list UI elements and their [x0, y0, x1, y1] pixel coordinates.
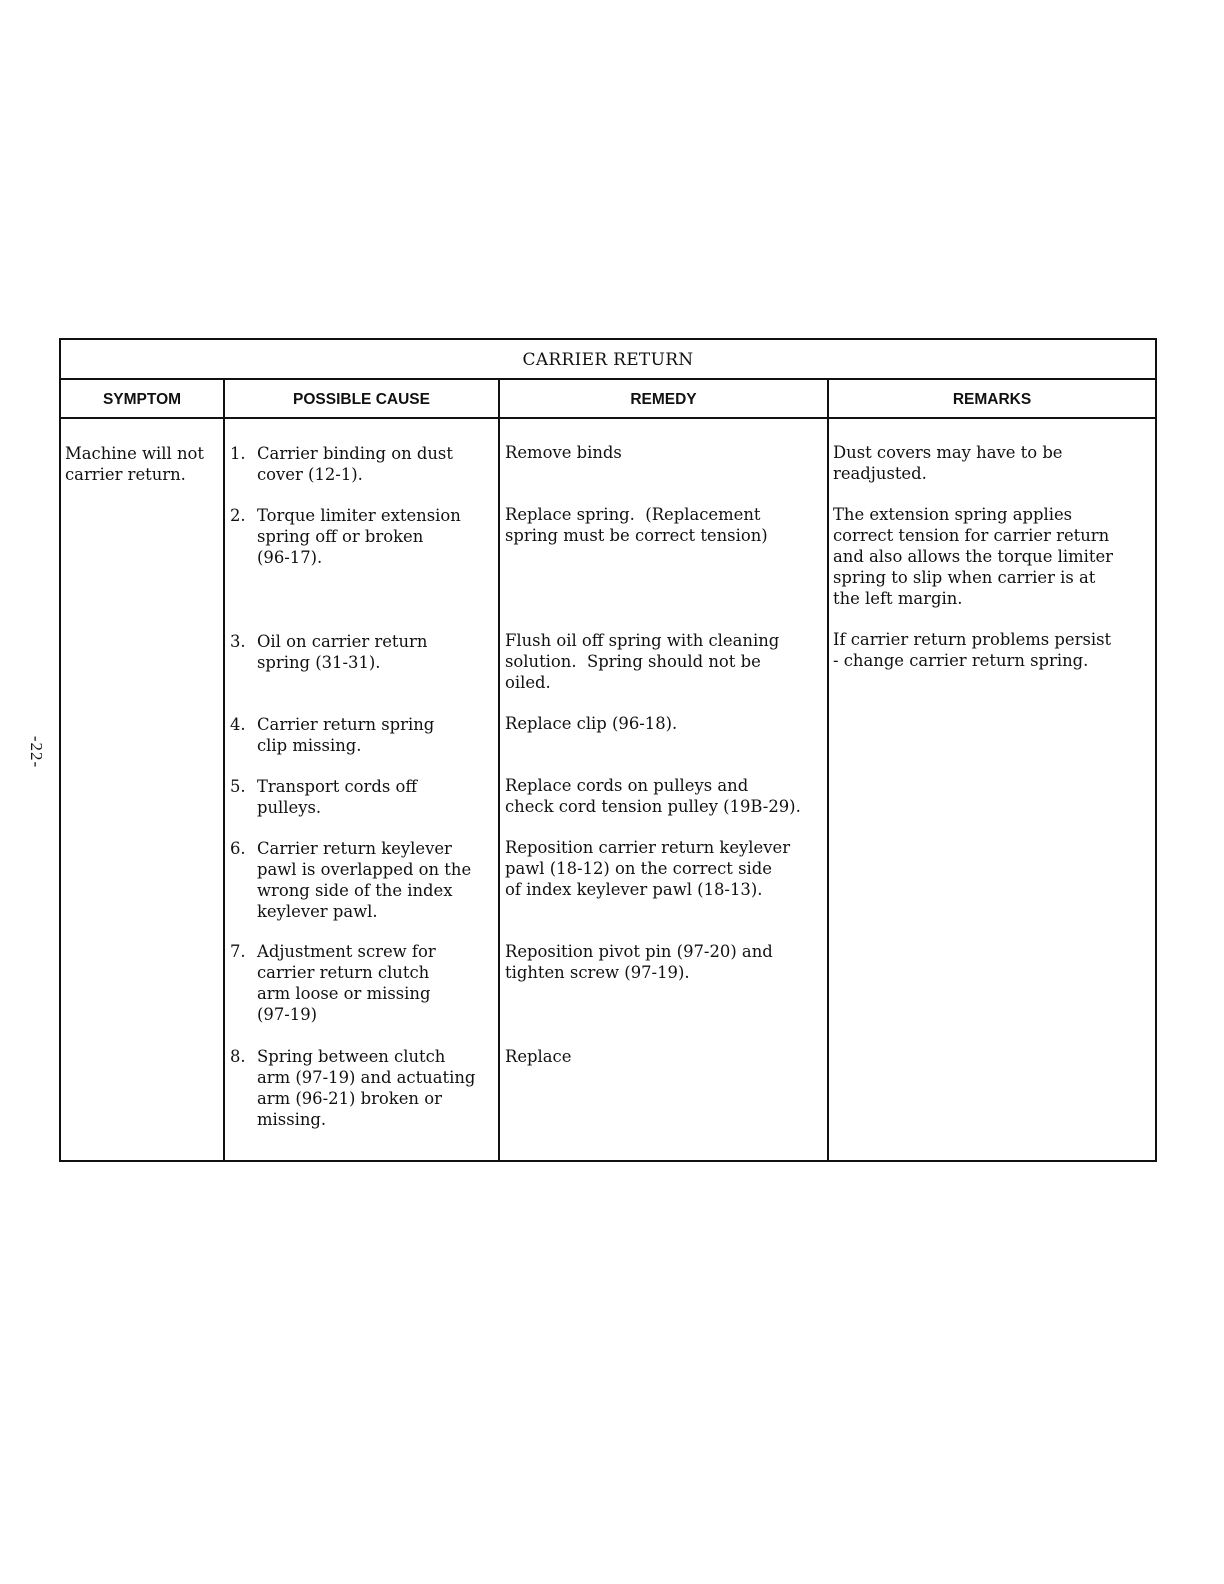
remarks-text: Dust covers may have to be readjusted. — [833, 443, 1063, 483]
page-number: -22- — [27, 735, 47, 769]
symptom-column — [61, 419, 225, 1160]
header-remarks: REMARKS — [952, 391, 1032, 408]
cause-number: 6. — [230, 839, 246, 858]
cause-text: Carrier binding on dust cover (12-1). — [257, 444, 453, 484]
cause-text: Spring between clutch arm (97-19) and actuating arm (96-21) broken or missing. — [257, 1047, 476, 1129]
cause-number: 7. — [230, 942, 246, 961]
cause-text: Torque limiter extension spring off or broken (96-17). — [257, 506, 461, 567]
table-body-row — [61, 419, 1155, 1160]
cause-text: Oil on carrier return spring (31-31). — [257, 632, 428, 672]
cause-number: 2. — [230, 506, 246, 525]
remedy-text: Reposition carrier return keylever pawl (18-12) on the correct side of index keylever pawl (18-13). — [505, 838, 791, 899]
table-header-row — [61, 380, 1155, 419]
cause-number: 3. — [230, 632, 246, 651]
cause-number: 5. — [230, 777, 246, 796]
table-title: CARRIER RETURN — [61, 340, 1155, 380]
cause-text: Carrier return spring clip missing. — [257, 715, 435, 755]
remarks-text: The extension spring applies correct tension for carrier return and also allows the torque limiter spring to slip when carrier is at the left margin. — [833, 505, 1114, 608]
remedy-text: Replace cords on pulleys and check cord tension pulley (19B-29). — [505, 776, 801, 816]
remedy-text: Flush oil off spring with cleaning solution. Spring should not be oiled. — [505, 631, 780, 692]
remarks-text: If carrier return problems persist - change carrier return spring. — [833, 630, 1112, 670]
symptom-text: Machine will not carrier return. — [65, 444, 204, 484]
header-possible-cause: POSSIBLE CAUSE — [225, 380, 500, 417]
remedy-text: Replace clip (96-18). — [505, 714, 678, 733]
remedy-text: Remove binds — [505, 443, 622, 462]
remedy-text: Reposition pivot pin (97-20) and tighten screw (97-19). — [505, 942, 773, 982]
remedy-column — [500, 419, 829, 1160]
cause-column — [225, 419, 500, 1160]
header-remedy: REMEDY — [500, 380, 829, 417]
cause-text: Transport cords off pulleys. — [257, 777, 418, 817]
cause-number: 4. — [230, 715, 246, 734]
remedy-text: Replace spring. (Replacement spring must be correct tension) — [505, 505, 768, 545]
remarks-column — [829, 419, 1155, 1160]
header-symptom: SYMPTOM — [61, 380, 225, 417]
cause-text: Carrier return keylever pawl is overlapped on the wrong side of the index keylever pawl. — [257, 839, 472, 921]
cause-number: 8. — [230, 1047, 246, 1066]
troubleshooting-table — [59, 338, 1157, 1162]
cause-number: 1. — [230, 444, 246, 463]
cause-text: Adjustment screw for carrier return clutch arm loose or missing (97-19) — [257, 942, 436, 1024]
remedy-text: Replace — [505, 1047, 572, 1066]
